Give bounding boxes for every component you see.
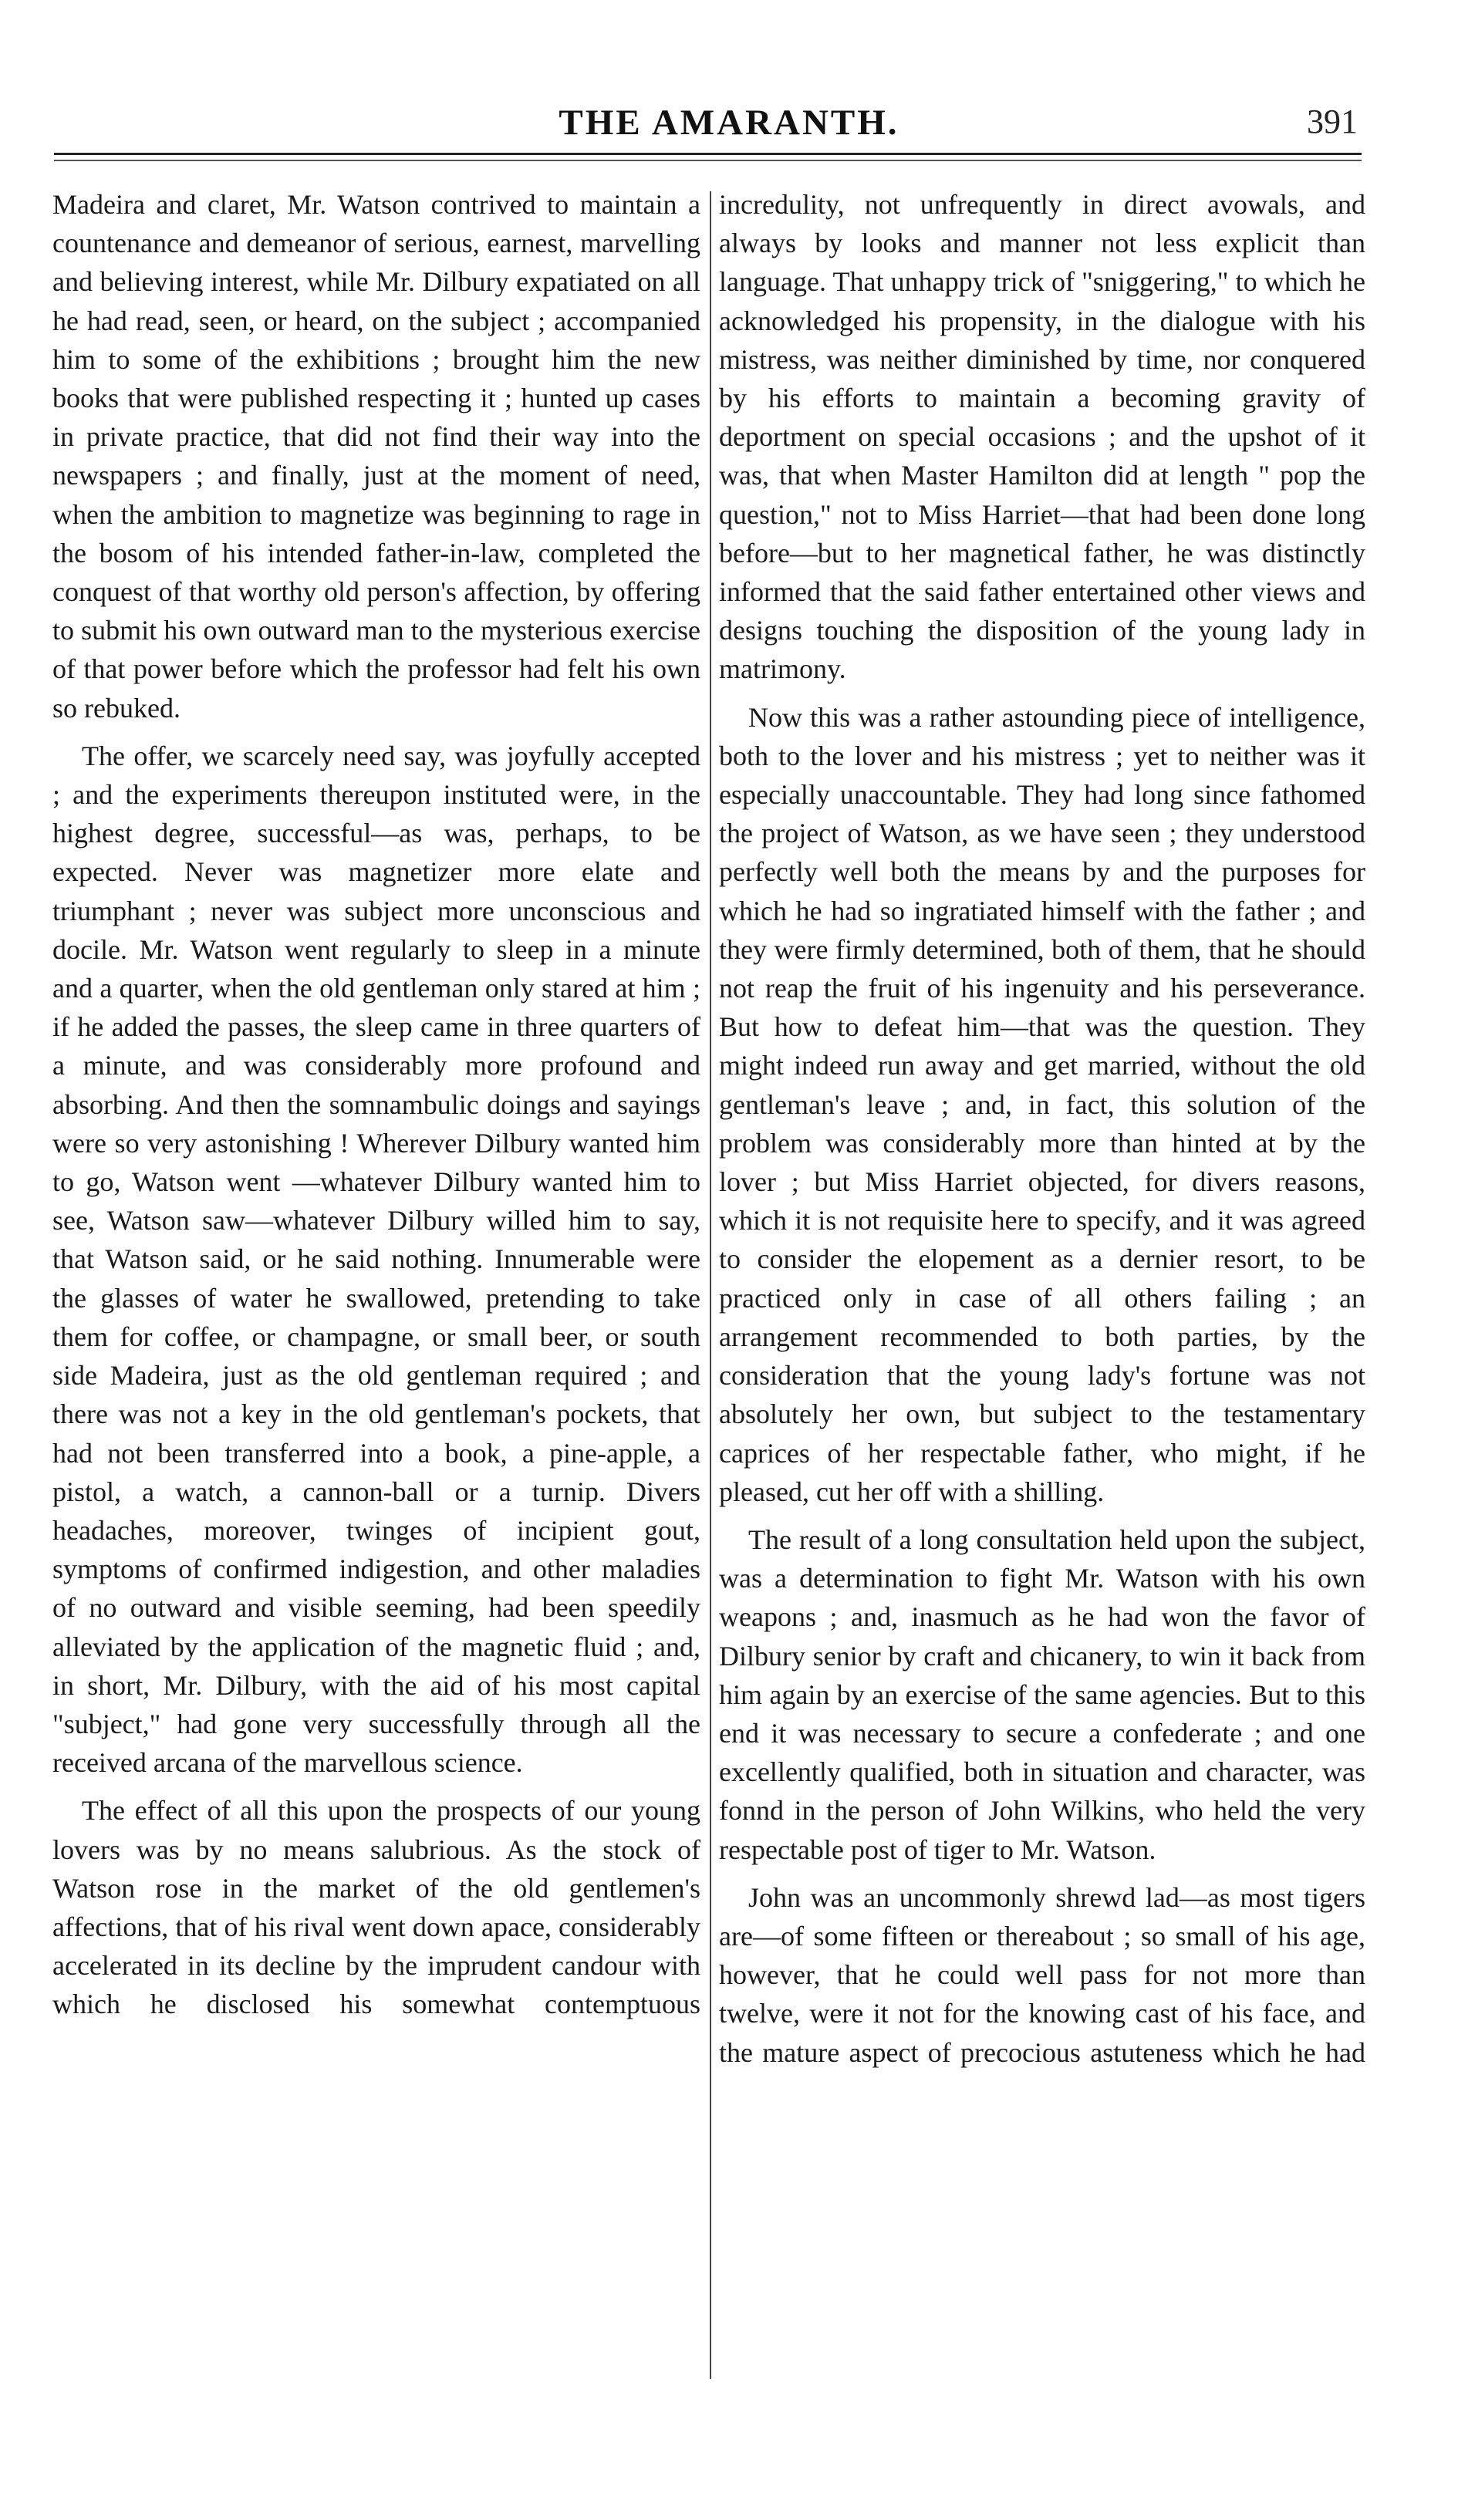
right-text-column [719, 185, 1365, 2081]
page-number: 391 [1307, 103, 1358, 140]
header-rule-thick [54, 153, 1362, 155]
running-header-title: THE AMARANTH. [559, 103, 899, 143]
left-text-column [52, 185, 700, 2033]
paragraph: The offer, we scarcely need say, was joyfully accepted ; and the experiments thereupon instituted were, in the highest degree, successful—as was, perhaps, to be expected. Never was magnetizer more elate and triumphant ; never was subject more unconscious and docile. Mr. Watson went regularly to sleep in a minute and a quarter, when the old gentleman only stared at him ; if he added the passes, the sleep came in three quarters of a minute, and was considerably more profound and absorbing. And then the somnambulic doings and sayings were so very astonishing ! Wherever Dilbury wanted him to go, Watson went —whatever Dilbury wanted him to see, Watson saw—whatever Dilbury willed him to say, that Watson said, or he said nothing. Innumerable were the glasses of water he swallowed, pretending to take them for coffee, or champagne, or small beer, or south side Madeira, just as the old gentleman required ; and there was not a key in the old gentleman's pockets, that had not been transferred into a book, a pine-apple, a pistol, a watch, a cannon-ball or a turnip. Divers headaches, moreover, twinges of incipient gout, symptoms of confirmed indigestion, and other maladies of no outward and visible seeming, had been speedily alleviated by the application of the magnetic fluid ; and, in short, Mr. Dilbury, with the aid of his most capital "subject," had gone very successfully through all the received arcana of the marvellous science. [52, 740, 700, 1779]
paragraph: Madeira and claret, Mr. Watson contrived to maintain a countenance and demeanor of serious, earnest, marvelling and believing interest, while Mr. Dilbury expatiated on all he had read, seen, or heard, on the subject ; accompanied him to some of the exhibitions ; brought him the new books that were published respecting it ; hunted up cases in private practice, that did not find their way into the newspapers ; and finally, just at the moment of need, when the ambition to magnetize was beginning to rage in the bosom of his intended father-in-law, completed the conquest of that worthy old person's affection, by offering to submit his own outward man to the mysterious exercise of that power before which the professor had felt his own so rebuked. [52, 189, 700, 724]
paragraph: Now this was a rather astounding piece of intelligence, both to the lover and his mistress ; yet to neither was it especially unaccountable. They had long since fathomed the project of Watson, as we have seen ; they understood perfectly well both the means by and the purposes for which he had so ingratiated himself with the father ; and they were firmly determined, both of them, that he should not reap the fruit of his ingenuity and his perseverance. But how to defeat him—that was the question. They might indeed run away and get married, without the old gentleman's leave ; and, in fact, this solution of the problem was considerably more than hinted at by the lover ; but Miss Harriet objected, for divers reasons, which it is not requisite here to specify, and it was agreed to consider the elopement as a dernier resort, to be practiced only in case of all others failing ; an arrangement recommended to both parties, by the consideration that the young lady's fortune was not absolutely her own, but subject to the testamentary caprices of her respectable father, who might, if he pleased, cut her off with a shilling. [719, 701, 1365, 1507]
column-divider-rule [710, 191, 711, 2379]
paragraph: The effect of all this upon the prospects of our young lovers was by no means salubrious. As the stock of Watson rose in the market of the old gentlemen's affections, that of his rival went down apace, considerably accelerated in its decline by the imprudent candour with which he disclosed his somewhat contemptuous [52, 1795, 700, 2020]
header-rule-thin [54, 160, 1362, 161]
paragraph: John was an uncommonly shrewd lad—as most tigers are—of some fifteen or thereabout ; so small of his age, however, that he could well pass for not more than twelve, were it not for the knowing cast of his face, and the mature aspect of precocious astuteness which he had [719, 1881, 1365, 2068]
paragraph: The result of a long consultation held upon the subject, was a determination to fight Mr. Watson with his own weapons ; and, inasmuch as he had won the favor of Dilbury senior by craft and chicanery, to win it back from him again by an exercise of the same agencies. But to this end it was necessary to secure a confederate ; and one excellently qualified, both in situation and character, was fonnd in the person of John Wilkins, who held the very respectable post of tiger to Mr. Watson. [719, 1523, 1365, 1865]
paragraph: incredulity, not unfrequently in direct avowals, and always by looks and manner not less explicit than language. That unhappy trick of "sniggering," to which he acknowledged his propensity, in the dialogue with his mistress, was neither diminished by time, nor conquered by his efforts to maintain a becoming gravity of deportment on special occasions ; and the upshot of it was, that when Master Hamilton did at length " pop the question," not to Miss Harriet—that had been done long before—but to her magnetical father, he was distinctly informed that the said father entertained other views and designs touching the disposition of the young lady in matrimony. [719, 189, 1365, 685]
